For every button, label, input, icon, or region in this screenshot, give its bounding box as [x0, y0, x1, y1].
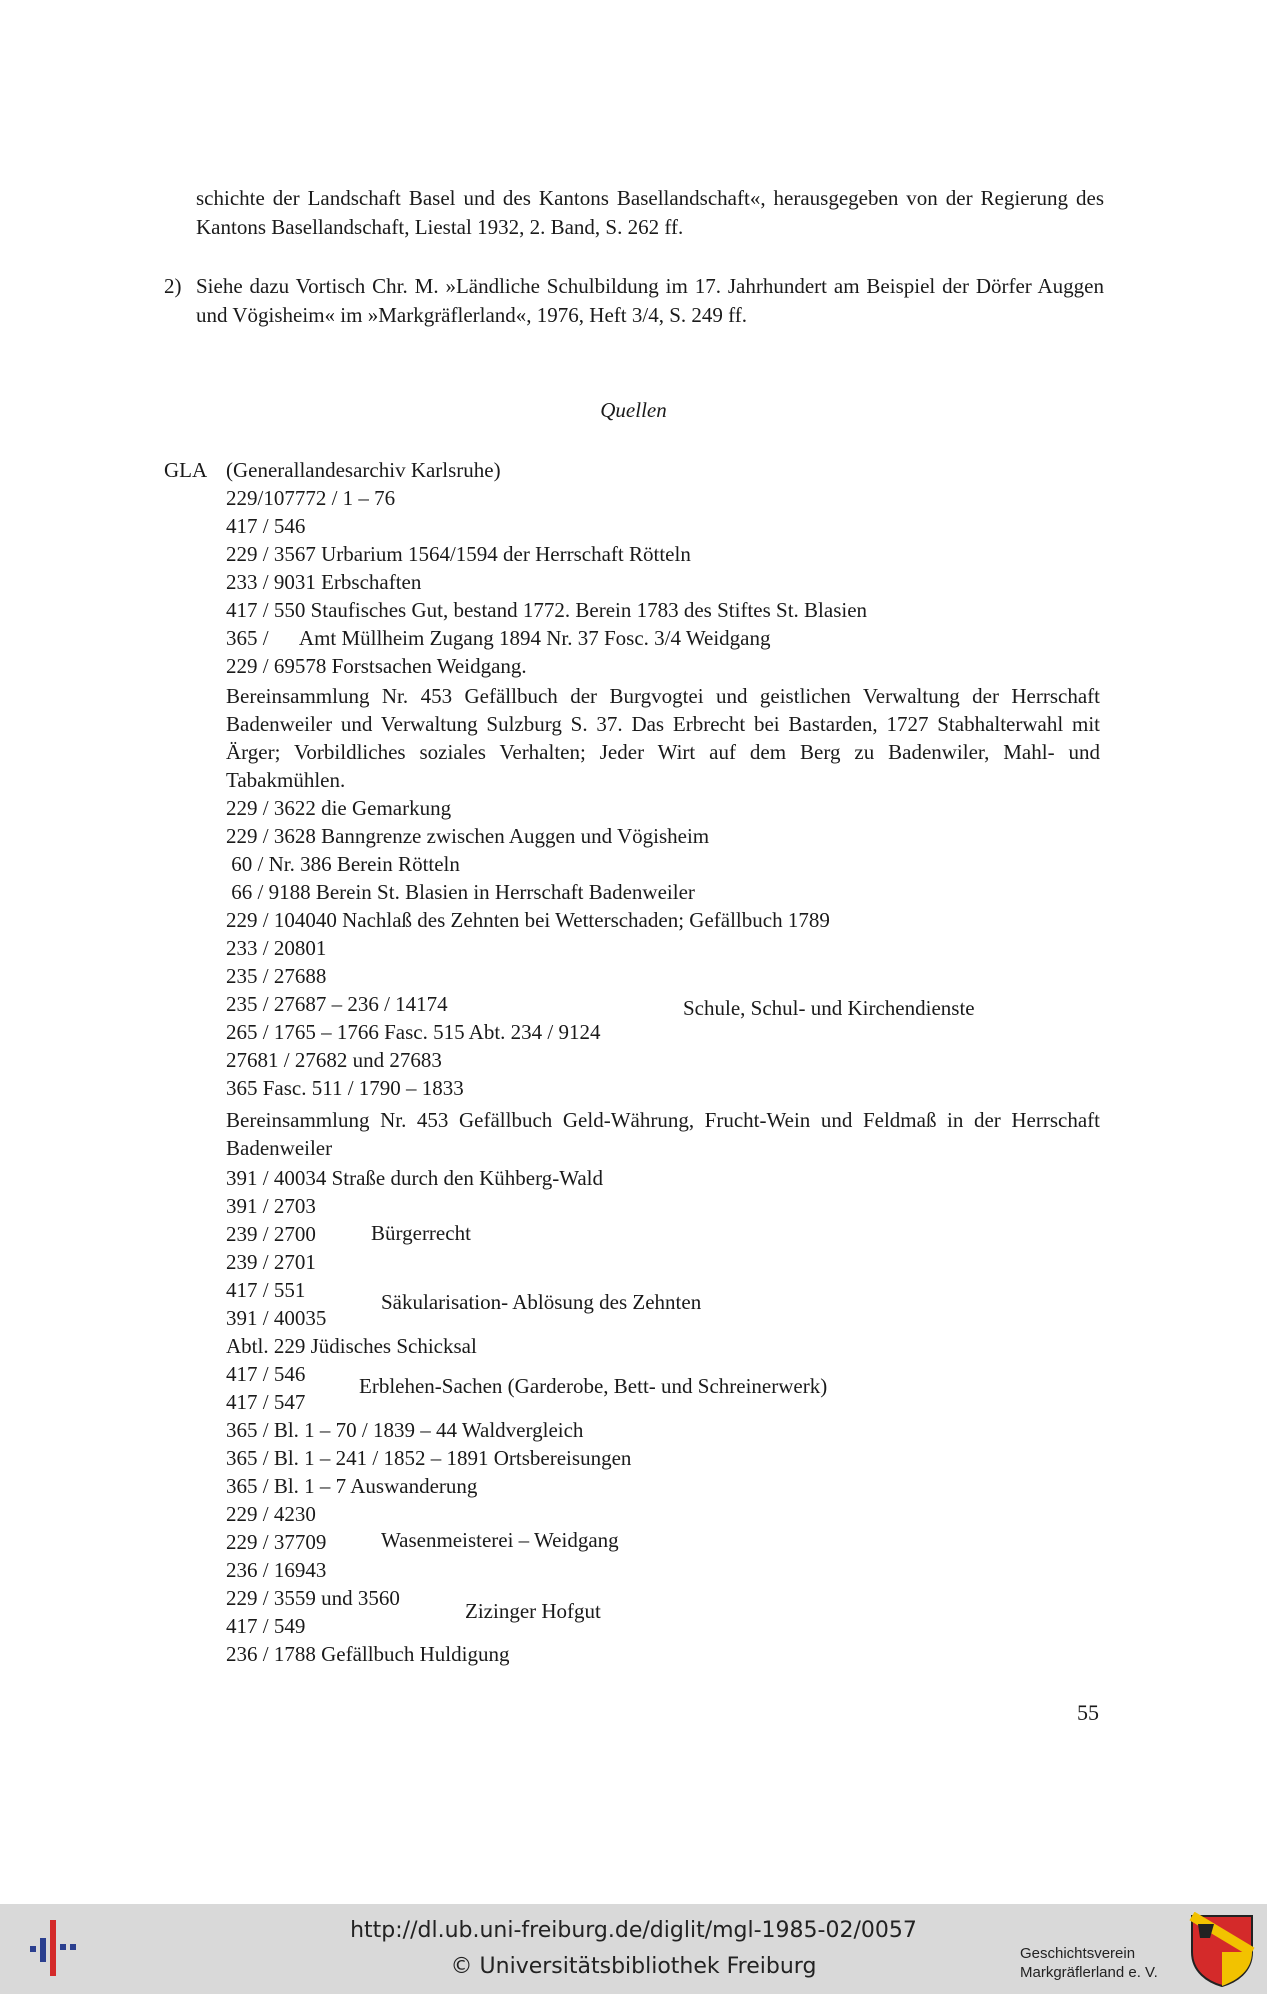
source-line: 365 / Bl. 1 – 241 / 1852 – 1891 Ortsbereisungen: [226, 1446, 632, 1470]
source-line: 239 / 2700: [226, 1222, 316, 1246]
source-line: 229 / 4230: [226, 1502, 316, 1526]
footnote-number: 2): [164, 274, 182, 298]
source-line: 229 / 3567 Urbarium 1564/1594 der Herrschaft Rötteln: [226, 542, 691, 566]
footer-bar: [0, 1904, 1267, 1994]
source-line: 229 / 3622 die Gemarkung: [226, 796, 452, 820]
note-wasenmeisterei: Wasenmeisterei – Weidgang: [381, 1528, 619, 1552]
source-line: 365 / Amt Müllheim Zugang 1894 Nr. 37 Fosc. 3/4 Weidgang: [226, 626, 771, 650]
society-name: [1020, 1944, 1158, 1982]
page-number: 55: [1077, 1700, 1099, 1725]
footer-url-link[interactable]: http://dl.ub.uni-freiburg.de/diglit/mgl-1985-02/0057: [350, 1918, 917, 1943]
source-line: 417 / 547: [226, 1390, 306, 1414]
sources-heading: Quellen: [600, 398, 667, 422]
source-line: 239 / 2701: [226, 1250, 316, 1274]
source-line: 229/107772 / 1 – 76: [226, 486, 396, 510]
bereinsammlung-paragraph-2: Bereinsammlung Nr. 453 Gefällbuch Geld-Währung, Frucht-Wein und Feldmaß in der Herrschaft Badenweiler: [226, 1108, 1100, 1160]
footnote-text: Siehe dazu Vortisch Chr. M. »Ländliche Schulbildung im 17. Jahrhundert am Beispiel der Dörfer Auggen und Vögisheim« im »Markgräflerland«, 1976, Heft 3/4, S. 249 ff.: [196, 274, 1104, 327]
source-line: (Generallandesarchiv Karlsruhe): [226, 458, 501, 482]
source-line: 229 / 37709: [226, 1530, 327, 1554]
source-line: 27681 / 27682 und 27683: [226, 1048, 442, 1072]
note-saekularisation: Säkularisation- Ablösung des Zehnten: [381, 1290, 702, 1314]
source-line: 60 / Nr. 386 Berein Rötteln: [226, 852, 460, 876]
source-line: 229 / 69578 Forstsachen Weidgang.: [226, 654, 527, 678]
footer-copyright: © Universitätsbibliothek Freiburg: [450, 1954, 817, 1979]
source-line: 236 / 1788 Gefällbuch Huldigung: [226, 1642, 510, 1666]
source-line: Abtl. 229 Jüdisches Schicksal: [226, 1334, 477, 1358]
note-erblehen: Erblehen-Sachen (Garderobe, Bett- und Schreinerwerk): [359, 1374, 828, 1398]
bereinsammlung-paragraph-1: Bereinsammlung Nr. 453 Gefällbuch der Burgvogtei und geistlichen Verwaltung der Herrschaft Badenweiler und Verwaltung Sulzburg S. 37. Das Erbrecht bei Bastarden, 1727 Stabhalterwahl mit Ärger; Vorbildliches soziales Verhalten; Jeder Wirt auf dem Berg zu Badenwiler, Mahl- und Tabakmühlen.: [226, 684, 1100, 792]
source-line: 229 / 3628 Banngrenze zwischen Auggen und Vögisheim: [226, 824, 710, 848]
source-line: 66 / 9188 Berein St. Blasien in Herrschaft Badenweiler: [226, 880, 695, 904]
source-line: 417 / 550 Staufisches Gut, bestand 1772. Berein 1783 des Stiftes St. Blasien: [226, 598, 868, 622]
source-line: 365 / Bl. 1 – 7 Auswanderung: [226, 1474, 478, 1498]
source-line: 265 / 1765 – 1766 Fasc. 515 Abt. 234 / 9124: [226, 1020, 601, 1044]
source-line: 235 / 27688: [226, 964, 327, 988]
society-crest-icon: [1188, 1912, 1256, 1988]
source-line: 391 / 40034 Straße durch den Kühberg-Wald: [226, 1166, 604, 1190]
source-line: 229 / 3559 und 3560: [226, 1586, 400, 1610]
source-line: 417 / 549: [226, 1614, 306, 1638]
note-buergerrecht: Bürgerrecht: [371, 1221, 471, 1245]
source-line: 417 / 551: [226, 1278, 306, 1302]
source-line: 233 / 9031 Erbschaften: [226, 570, 422, 594]
source-line: 417 / 546: [226, 1362, 306, 1386]
source-line: 236 / 16943: [226, 1558, 327, 1582]
society-name-line2: Markgräflerland e. V.: [1020, 1964, 1158, 1981]
source-line: 235 / 27687 – 236 / 14174: [226, 992, 448, 1016]
source-line: 391 / 2703: [226, 1194, 316, 1218]
note-zizinger: Zizinger Hofgut: [465, 1599, 601, 1623]
source-line: 391 / 40035: [226, 1306, 327, 1330]
society-name-line1: Geschichtsverein: [1020, 1945, 1136, 1962]
note-schule: Schule, Schul- und Kirchendienste: [683, 996, 975, 1020]
source-line: 229 / 104040 Nachlaß des Zehnten bei Wetterschaden; Gefällbuch 1789: [226, 908, 830, 932]
gla-label: GLA: [164, 458, 208, 482]
source-line: 417 / 546: [226, 514, 306, 538]
source-line: 233 / 20801: [226, 936, 327, 960]
footnote-continuation: schichte der Landschaft Basel und des Kantons Basellandschaft«, herausgegeben von der Regierung des Kantons Basellandschaft, Liestal 1932, 2. Band, S. 262 ff.: [196, 186, 1104, 239]
source-line: 365 Fasc. 511 / 1790 – 1833: [226, 1076, 464, 1100]
source-line: 365 / Bl. 1 – 70 / 1839 – 44 Waldvergleich: [226, 1418, 584, 1442]
